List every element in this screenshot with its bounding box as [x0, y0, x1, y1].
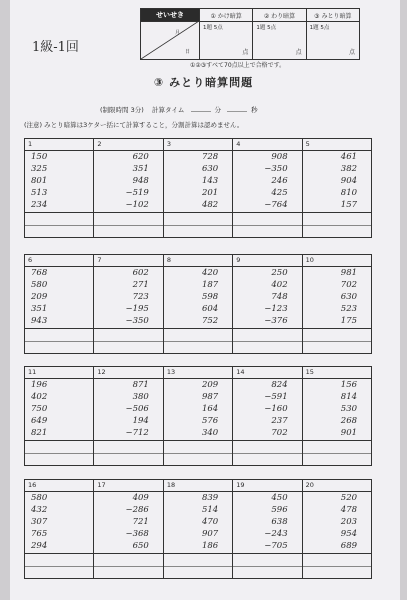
answer-line — [164, 212, 232, 213]
score-section-sub: 1題 5点 — [256, 25, 277, 31]
problem-column — [232, 480, 301, 578]
score-section-3 — [306, 9, 359, 59]
problem-column — [25, 139, 93, 237]
handwritten-number: 702 — [271, 428, 288, 438]
handwritten-number: −350 — [125, 316, 149, 326]
handwritten-number: 196 — [31, 380, 48, 390]
handwritten-number: 750 — [31, 404, 48, 414]
handwritten-number: 250 — [271, 268, 288, 278]
seconds-unit: 秒 — [251, 106, 258, 114]
answer-line — [233, 212, 301, 213]
problem-number: 18 — [164, 480, 232, 492]
score-section-sub: 1題 5点 — [309, 25, 330, 31]
handwritten-number: 638 — [271, 517, 288, 527]
answer-box[interactable] — [303, 453, 371, 454]
handwritten-number: 209 — [201, 380, 219, 390]
problem-column — [302, 139, 371, 237]
score-unit: 点 — [348, 49, 355, 56]
minutes-blank — [191, 111, 211, 112]
handwritten-number: 409 — [132, 493, 149, 503]
handwritten-number: 721 — [132, 517, 149, 527]
problem-number: 9 — [233, 255, 301, 267]
score-unit: 点 — [295, 49, 302, 56]
handwritten-number: 380 — [132, 392, 149, 402]
problem-number: 20 — [303, 480, 371, 492]
answer-line — [94, 328, 162, 329]
handwritten-number: −705 — [264, 541, 288, 551]
handwritten-number: 294 — [31, 541, 48, 551]
handwritten-number: 530 — [340, 404, 358, 414]
handwritten-number: 268 — [340, 416, 358, 426]
time-line — [100, 105, 258, 114]
notice-text: (注意) みとり暗算は3ケター括にて計算すること，分割計算は認めません。 — [24, 121, 244, 129]
problem-number: 16 — [25, 480, 93, 492]
handwritten-number: 164 — [201, 404, 219, 414]
answer-line — [94, 553, 162, 554]
problem-number: 14 — [233, 367, 301, 379]
handwritten-number: 981 — [340, 268, 358, 278]
handwritten-number: 901 — [340, 428, 358, 438]
answer-line — [25, 440, 93, 441]
handwritten-number: 234 — [31, 200, 48, 210]
problem-number: 7 — [94, 255, 162, 267]
problem-column — [163, 139, 232, 237]
handwritten-number: −591 — [264, 392, 288, 402]
minutes-unit: 分 — [214, 106, 221, 114]
answer-line — [25, 553, 93, 554]
handwritten-number: 821 — [31, 428, 48, 438]
handwritten-number: 602 — [132, 268, 149, 278]
answer-line — [303, 212, 371, 213]
handwritten-number: 814 — [340, 392, 358, 402]
handwritten-number: 325 — [31, 164, 48, 174]
handwritten-number: 907 — [201, 529, 219, 539]
handwritten-number: 748 — [271, 292, 288, 302]
problem-column — [163, 255, 232, 353]
problem-column — [302, 367, 371, 465]
handwritten-number: 765 — [31, 529, 48, 539]
time-limit: (制限時間 3分) — [100, 106, 144, 114]
problem-column — [25, 367, 93, 465]
score-table — [140, 8, 360, 60]
handwritten-number: 150 — [31, 152, 48, 162]
answer-box[interactable] — [303, 225, 371, 226]
handwritten-number: 580 — [31, 280, 48, 290]
problem-column — [163, 367, 232, 465]
handwritten-number: 801 — [31, 176, 48, 186]
problem-number: 19 — [233, 480, 301, 492]
handwritten-number: 576 — [201, 416, 219, 426]
answer-line — [164, 553, 232, 554]
problem-number: 12 — [94, 367, 162, 379]
handwritten-number: 752 — [201, 316, 219, 326]
handwritten-number: 271 — [132, 280, 149, 290]
problem-number: 2 — [94, 139, 162, 151]
handwritten-number: 514 — [201, 505, 219, 515]
problem-column — [163, 480, 232, 578]
answer-box[interactable] — [303, 341, 371, 342]
handwritten-number: 650 — [132, 541, 149, 551]
answer-line — [25, 212, 93, 213]
handwritten-number: −368 — [125, 529, 149, 539]
handwritten-number: 620 — [132, 152, 149, 162]
handwritten-number: 470 — [201, 517, 219, 527]
problem-block — [24, 479, 372, 579]
problem-column — [302, 480, 371, 578]
answer-box[interactable] — [233, 566, 301, 567]
answer-box[interactable] — [25, 453, 93, 454]
handwritten-number: 402 — [31, 392, 48, 402]
handwritten-number: −102 — [125, 200, 149, 210]
handwritten-number: 478 — [340, 505, 358, 515]
handwritten-number: 187 — [201, 280, 219, 290]
handwritten-number: 523 — [340, 304, 358, 314]
handwritten-number: −195 — [125, 304, 149, 314]
answer-line — [164, 328, 232, 329]
problem-block — [24, 366, 372, 466]
answer-box[interactable] — [25, 225, 93, 226]
handwritten-number: 520 — [340, 493, 358, 503]
answer-box[interactable] — [94, 453, 162, 454]
problem-number: 17 — [94, 480, 162, 492]
handwritten-number: 689 — [340, 541, 358, 551]
handwritten-number: 630 — [340, 292, 358, 302]
handwritten-number: 156 — [340, 380, 358, 390]
handwritten-number: 596 — [271, 505, 288, 515]
month-label: 月 — [175, 30, 181, 36]
handwritten-number: 425 — [271, 188, 288, 198]
problem-column — [302, 255, 371, 353]
score-section-label: ② わり暗算 — [253, 9, 305, 22]
answer-line — [94, 212, 162, 213]
pass-note: ①②③すべて70点以上で合格です。 — [190, 62, 286, 69]
problem-number: 11 — [25, 367, 93, 379]
handwritten-number: 630 — [201, 164, 219, 174]
problem-column — [232, 255, 301, 353]
answer-line — [164, 440, 232, 441]
handwritten-number: 340 — [201, 428, 219, 438]
handwritten-number: 432 — [31, 505, 48, 515]
problem-number: 8 — [164, 255, 232, 267]
answer-box[interactable] — [233, 225, 301, 226]
level-label: 1級-1回 — [32, 40, 79, 55]
answer-box[interactable] — [233, 341, 301, 342]
handwritten-number: 351 — [31, 304, 48, 314]
handwritten-number: 839 — [201, 493, 219, 503]
handwritten-number: −123 — [264, 304, 288, 314]
handwritten-number: 482 — [201, 200, 219, 210]
handwritten-number: 908 — [271, 152, 288, 162]
answer-line — [233, 328, 301, 329]
handwritten-number: −350 — [264, 164, 288, 174]
handwritten-number: 143 — [201, 176, 219, 186]
handwritten-number: 186 — [201, 541, 219, 551]
handwritten-number: 728 — [201, 152, 219, 162]
handwritten-number: 810 — [340, 188, 358, 198]
handwritten-number: 954 — [340, 529, 358, 539]
handwritten-number: 943 — [31, 316, 48, 326]
handwritten-number: −712 — [125, 428, 149, 438]
problem-block — [24, 138, 372, 238]
answer-box[interactable] — [94, 341, 162, 342]
answer-box[interactable] — [164, 341, 232, 342]
problem-column — [93, 255, 162, 353]
handwritten-number: −764 — [264, 200, 288, 210]
problem-column — [93, 367, 162, 465]
handwritten-number: 382 — [340, 164, 358, 174]
handwritten-number: 203 — [340, 517, 358, 527]
answer-line — [303, 328, 371, 329]
problem-block — [24, 254, 372, 354]
answer-box[interactable] — [94, 225, 162, 226]
score-unit: 点 — [242, 49, 249, 56]
score-section-1 — [199, 9, 252, 59]
problem-number: 15 — [303, 367, 371, 379]
answer-line — [233, 440, 301, 441]
answer-box[interactable] — [25, 341, 93, 342]
seconds-blank — [227, 111, 247, 112]
handwritten-number: 201 — [201, 188, 219, 198]
handwritten-number: 307 — [31, 517, 48, 527]
answer-line — [25, 328, 93, 329]
handwritten-number: 723 — [132, 292, 149, 302]
handwritten-number: 209 — [31, 292, 48, 302]
handwritten-number: 246 — [271, 176, 288, 186]
handwritten-number: −160 — [264, 404, 288, 414]
score-section-2 — [252, 9, 305, 59]
answer-line — [303, 553, 371, 554]
handwritten-number: −519 — [125, 188, 149, 198]
handwritten-number: 157 — [340, 200, 358, 210]
answer-line — [233, 553, 301, 554]
handwritten-number: 768 — [31, 268, 48, 278]
sheet-title: ③ みとり暗算問題 — [153, 76, 254, 89]
handwritten-number: −286 — [125, 505, 149, 515]
time-label: 計算タイム — [152, 106, 185, 114]
answer-box[interactable] — [94, 566, 162, 567]
handwritten-number: 871 — [132, 380, 149, 390]
score-section-label: ① かけ暗算 — [200, 9, 252, 22]
handwritten-number: 351 — [132, 164, 149, 174]
answer-box[interactable] — [164, 453, 232, 454]
handwritten-number: 948 — [132, 176, 149, 186]
handwritten-number: −243 — [264, 529, 288, 539]
handwritten-number: 450 — [271, 493, 288, 503]
handwritten-number: 461 — [340, 152, 358, 162]
handwritten-number: 580 — [31, 493, 48, 503]
problem-number: 6 — [25, 255, 93, 267]
handwritten-number: 513 — [31, 188, 48, 198]
answer-line — [303, 440, 371, 441]
handwritten-number: 194 — [132, 416, 149, 426]
handwritten-number: 904 — [340, 176, 358, 186]
answer-line — [94, 440, 162, 441]
problem-number: 10 — [303, 255, 371, 267]
diagonal-line — [141, 21, 199, 59]
problem-column — [25, 255, 93, 353]
problem-number: 3 — [164, 139, 232, 151]
problem-column — [93, 139, 162, 237]
problem-column — [25, 480, 93, 578]
handwritten-number: 237 — [271, 416, 288, 426]
handwritten-number: 824 — [271, 380, 288, 390]
problem-column — [232, 139, 301, 237]
score-section-sub: 1題 5点 — [203, 25, 223, 31]
day-label: 日 — [185, 49, 191, 55]
problem-number: 1 — [25, 139, 93, 151]
handwritten-number: 402 — [271, 280, 288, 290]
handwritten-number: 604 — [201, 304, 219, 314]
handwritten-number: −376 — [264, 316, 288, 326]
problem-number: 4 — [233, 139, 301, 151]
score-name-header: せいせき — [141, 9, 199, 22]
problem-column — [93, 480, 162, 578]
answer-box[interactable] — [303, 566, 371, 567]
handwritten-number: 649 — [31, 416, 48, 426]
handwritten-number: 420 — [201, 268, 219, 278]
answer-box[interactable] — [164, 225, 232, 226]
problem-column — [232, 367, 301, 465]
problem-number: 5 — [303, 139, 371, 151]
handwritten-number: −506 — [125, 404, 149, 414]
handwritten-number: 987 — [201, 392, 219, 402]
answer-box[interactable] — [233, 453, 301, 454]
answer-box[interactable] — [164, 566, 232, 567]
answer-box[interactable] — [25, 566, 93, 567]
problem-number: 13 — [164, 367, 232, 379]
handwritten-number: 598 — [201, 292, 219, 302]
score-name-cell — [141, 9, 199, 59]
handwritten-number: 702 — [340, 280, 358, 290]
score-section-label: ③ みとり暗算 — [307, 9, 359, 22]
handwritten-number: 175 — [340, 316, 358, 326]
